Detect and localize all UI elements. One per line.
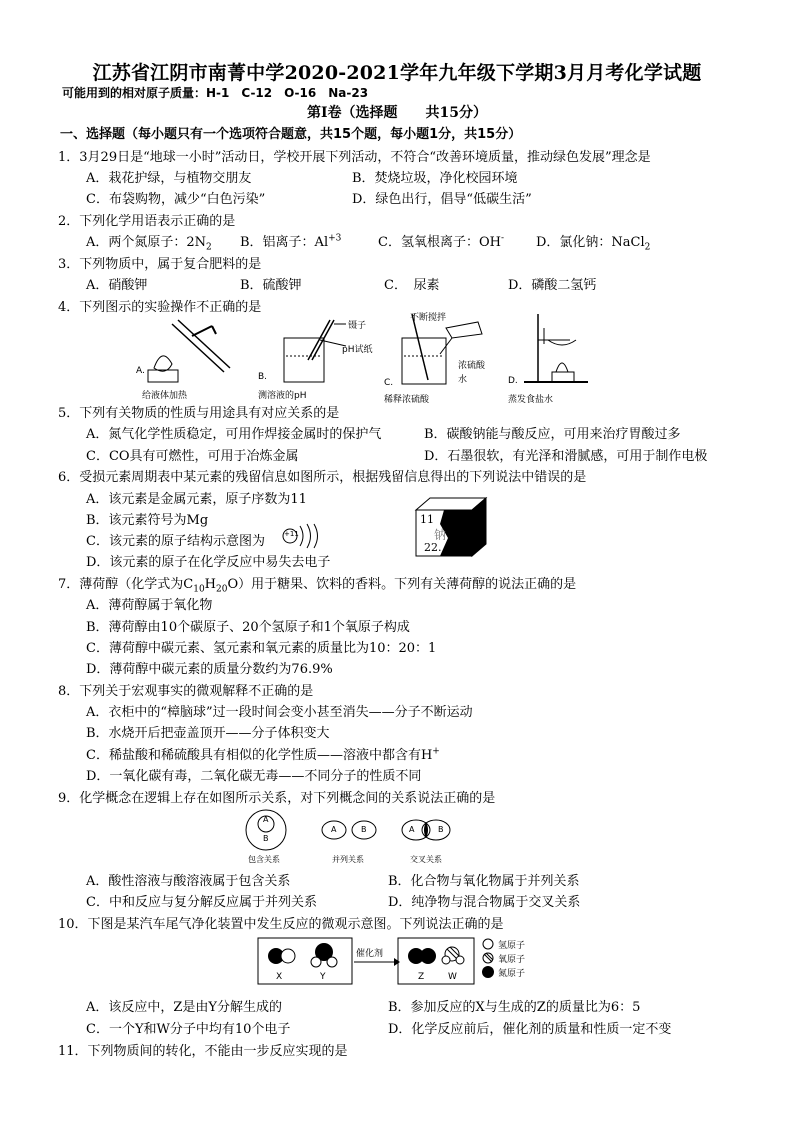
question-10-stem: 10．下图是某汽车尾气净化装置中发生反应的微观示意图。下列说法正确的是 <box>58 917 504 932</box>
question-3-stem: 3．下列物质中，属于复合肥料的是 <box>58 257 262 272</box>
q7-option-c: C．薄荷醇中碳元素、氢元素和氧元素的质量比为10：20：1 <box>86 641 437 656</box>
molecule-y-label: Y <box>320 972 326 982</box>
circle-a-label: A <box>263 815 269 824</box>
figure-b-letter: B. <box>258 372 268 382</box>
q5-option-d: D．石墨很软，有光泽和滑腻感，可用于制作电极 <box>424 449 708 464</box>
page-title: 江苏省江阴市南菁中学2020-2021学年九年级下学期3月月考化学试题 <box>92 62 702 84</box>
q6-option-a: A．该元素是金属元素，原子序数为11 <box>86 492 307 507</box>
q3-option-c: C． 尿素 <box>384 278 440 293</box>
question-6-stem: 6．受损元素周期表中某元素的残留信息如图所示，根据残留信息得出的下列说法中错误的是 <box>58 470 587 485</box>
q3-option-b: B．硫酸钾 <box>240 278 302 293</box>
catalyst-label: 催化剂 <box>356 949 384 959</box>
nucleus-label: +11 <box>284 530 299 538</box>
figure-b-caption: 测溶液的pH <box>258 391 307 401</box>
q5-option-a: A．氮气化学性质稳定，可用作焊接金属时的保护气 <box>86 427 382 442</box>
heating-liquid-drawing <box>132 316 242 386</box>
q3-option-d: D．磷酸二氢钙 <box>508 278 597 293</box>
q6-option-c: C．该元素的原子结构示意图为 <box>86 534 265 549</box>
question-1-stem: 1．3月29日是“地球一小时”活动日，学校开展下列活动，不符合“改善环境质量，推动绿色发展”理念是 <box>58 150 651 165</box>
water-label: 水 <box>458 375 468 385</box>
figure-evaporate-brine <box>504 310 604 404</box>
element-box-drawing <box>410 494 490 558</box>
q8-option-d: D．一氧化碳有毒，二氧化碳无毒——不同分子的性质不同 <box>86 769 422 784</box>
question-5-stem: 5．下列有关物质的性质与用途具有对应关系的是 <box>58 406 340 421</box>
figure-dilute-acid <box>382 308 502 404</box>
section-heading: 一、选择题（每小题只有一个选项符合题意，共15个题，每小题1分，共15分） <box>60 127 522 142</box>
q7-option-b: B．薄荷醇由10个碳原子、20个氢原子和1个氧原子构成 <box>86 620 410 635</box>
q7-option-d: D．薄荷醇中碳元素的质量分数约为76.9% <box>86 662 333 677</box>
legend-hydrogen: 氢原子 <box>498 941 526 951</box>
atomic-mass: 22. <box>424 541 442 554</box>
molecule-w-label: W <box>448 972 457 982</box>
figure-c-letter: C. <box>384 378 394 388</box>
molecule-x-label: X <box>276 972 283 982</box>
question-9-stem: 9．化学概念在逻辑上存在如图所示关系，对下列概念间的关系说法正确的是 <box>58 791 496 806</box>
legend-oxygen: 氧原子 <box>498 955 526 965</box>
element-name: 钠 <box>434 528 447 542</box>
circle-b2-label: B <box>361 825 367 834</box>
q10-option-b: B．参加反应的X与生成的Z的质量比为6：5 <box>388 1000 641 1015</box>
q6-option-d: D．该元素的原子在化学反应中易失去电子 <box>86 555 331 570</box>
q9-option-a: A．酸性溶液与酸溶液属于包含关系 <box>86 874 291 889</box>
figure-a-caption: 给液体加热 <box>142 391 188 401</box>
q2-option-b: B．铝离子：$Al^{+3}$ <box>240 233 342 250</box>
stir-label: 不断搅拌 <box>410 313 447 323</box>
q8-option-a: A．衣柜中的“樟脑球”过一段时间会变小甚至消失——分子不断运动 <box>86 705 473 720</box>
q1-option-a: A．栽花护绿，与植物交朋友 <box>86 171 252 186</box>
atomic-number: 11 <box>420 513 434 526</box>
molecule-z-label: Z <box>418 972 425 982</box>
q10-option-c: C．一个Y和W分子中均有10个电子 <box>86 1022 291 1037</box>
q8-option-c: C．稀盐酸和稀硫酸具有相似的化学性质——溶液中都含有H+ <box>86 746 440 763</box>
q1-option-c: C．布袋购物，减少“白色污染” <box>86 192 266 207</box>
relation-parallel-label: 并列关系 <box>332 855 364 864</box>
volume-heading: 第Ⅰ卷（选择题 共15分） <box>306 105 488 121</box>
q2-option-d: D．氯化钠：NaCl$_2$ <box>536 235 651 253</box>
concept-relation-diagram <box>244 808 464 864</box>
relation-cross-label: 交叉关系 <box>410 855 442 864</box>
figure-a-letter: A. <box>136 366 145 376</box>
circle-a3-label: A <box>409 825 415 834</box>
evaporate-brine-drawing <box>504 310 604 386</box>
figure-heating-liquid <box>132 316 242 402</box>
damaged-element-box <box>410 494 490 558</box>
question-8-stem: 8．下列关于宏观事实的微观解释不正确的是 <box>58 684 314 699</box>
tweezers-label: 镊子 <box>348 321 367 331</box>
atomic-mass-line: 可能用到的相对原子质量：H-1 C-12 O-16 Na-23 <box>62 86 369 100</box>
q3-option-a: A．硝酸钾 <box>86 278 148 293</box>
ph-paper-label: pH试纸 <box>342 345 373 355</box>
q2-option-c: C．氢氧根离子：OH- <box>378 233 504 250</box>
question-7-stem: 7．薄荷醇（化学式为$C_{10}H_{20}O$）用于糖果、饮料的香料。下列有关薄荷醇的说法正确的是 <box>58 577 577 595</box>
q1-option-b: B．焚烧垃圾，净化校园环境 <box>352 171 518 186</box>
q9-option-d: D．纯净物与混合物属于交叉关系 <box>388 895 581 910</box>
q6-option-b: B．该元素符号为Mg <box>86 513 209 528</box>
q9-option-c: C．中和反应与复分解反应属于并列关系 <box>86 895 317 910</box>
circle-b-label: B <box>263 834 269 843</box>
q7-option-a: A．薄荷醇属于氧化物 <box>86 598 213 613</box>
question-2-stem: 2．下列化学用语表示正确的是 <box>58 214 236 229</box>
q10-option-a: A．该反应中，Z是由Y分解生成的 <box>86 1000 283 1015</box>
q10-option-d: D．化学反应前后，催化剂的质量和性质一定不变 <box>388 1022 672 1037</box>
concept-relation-drawing <box>244 808 464 852</box>
reaction-micro-diagram <box>256 934 556 988</box>
conc-acid-label: 浓硫酸 <box>458 361 486 371</box>
figure-c-caption: 稀释浓硫酸 <box>384 395 430 405</box>
atom-structure-diagram <box>280 522 324 550</box>
circle-b3-label: B <box>438 825 444 834</box>
question-4-stem: 4．下列图示的实验操作不正确的是 <box>58 300 262 315</box>
q5-option-c: C．CO具有可燃性，可用于冶炼金属 <box>86 449 299 464</box>
legend-nitrogen: 氮原子 <box>498 969 526 979</box>
q1-option-d: D．绿色出行，倡导“低碳生活” <box>352 192 532 207</box>
relation-include-label: 包含关系 <box>248 855 280 864</box>
q5-option-b: B．碳酸钠能与酸反应，可用来治疗胃酸过多 <box>424 427 681 442</box>
q8-option-b: B．水烧开后把壶盖顶开——分子体积变大 <box>86 726 330 741</box>
q2-option-a: A．两个氮原子：$2N_2$ <box>86 235 212 253</box>
question-11-stem: 11．下列物质间的转化，不能由一步反应实现的是 <box>58 1044 348 1059</box>
figure-measure-ph <box>256 316 376 402</box>
figure-d-letter: D. <box>508 376 518 386</box>
q9-option-b: B．化合物与氧化物属于并列关系 <box>388 874 580 889</box>
figure-d-caption: 蒸发食盐水 <box>508 395 554 405</box>
circle-a2-label: A <box>331 825 337 834</box>
